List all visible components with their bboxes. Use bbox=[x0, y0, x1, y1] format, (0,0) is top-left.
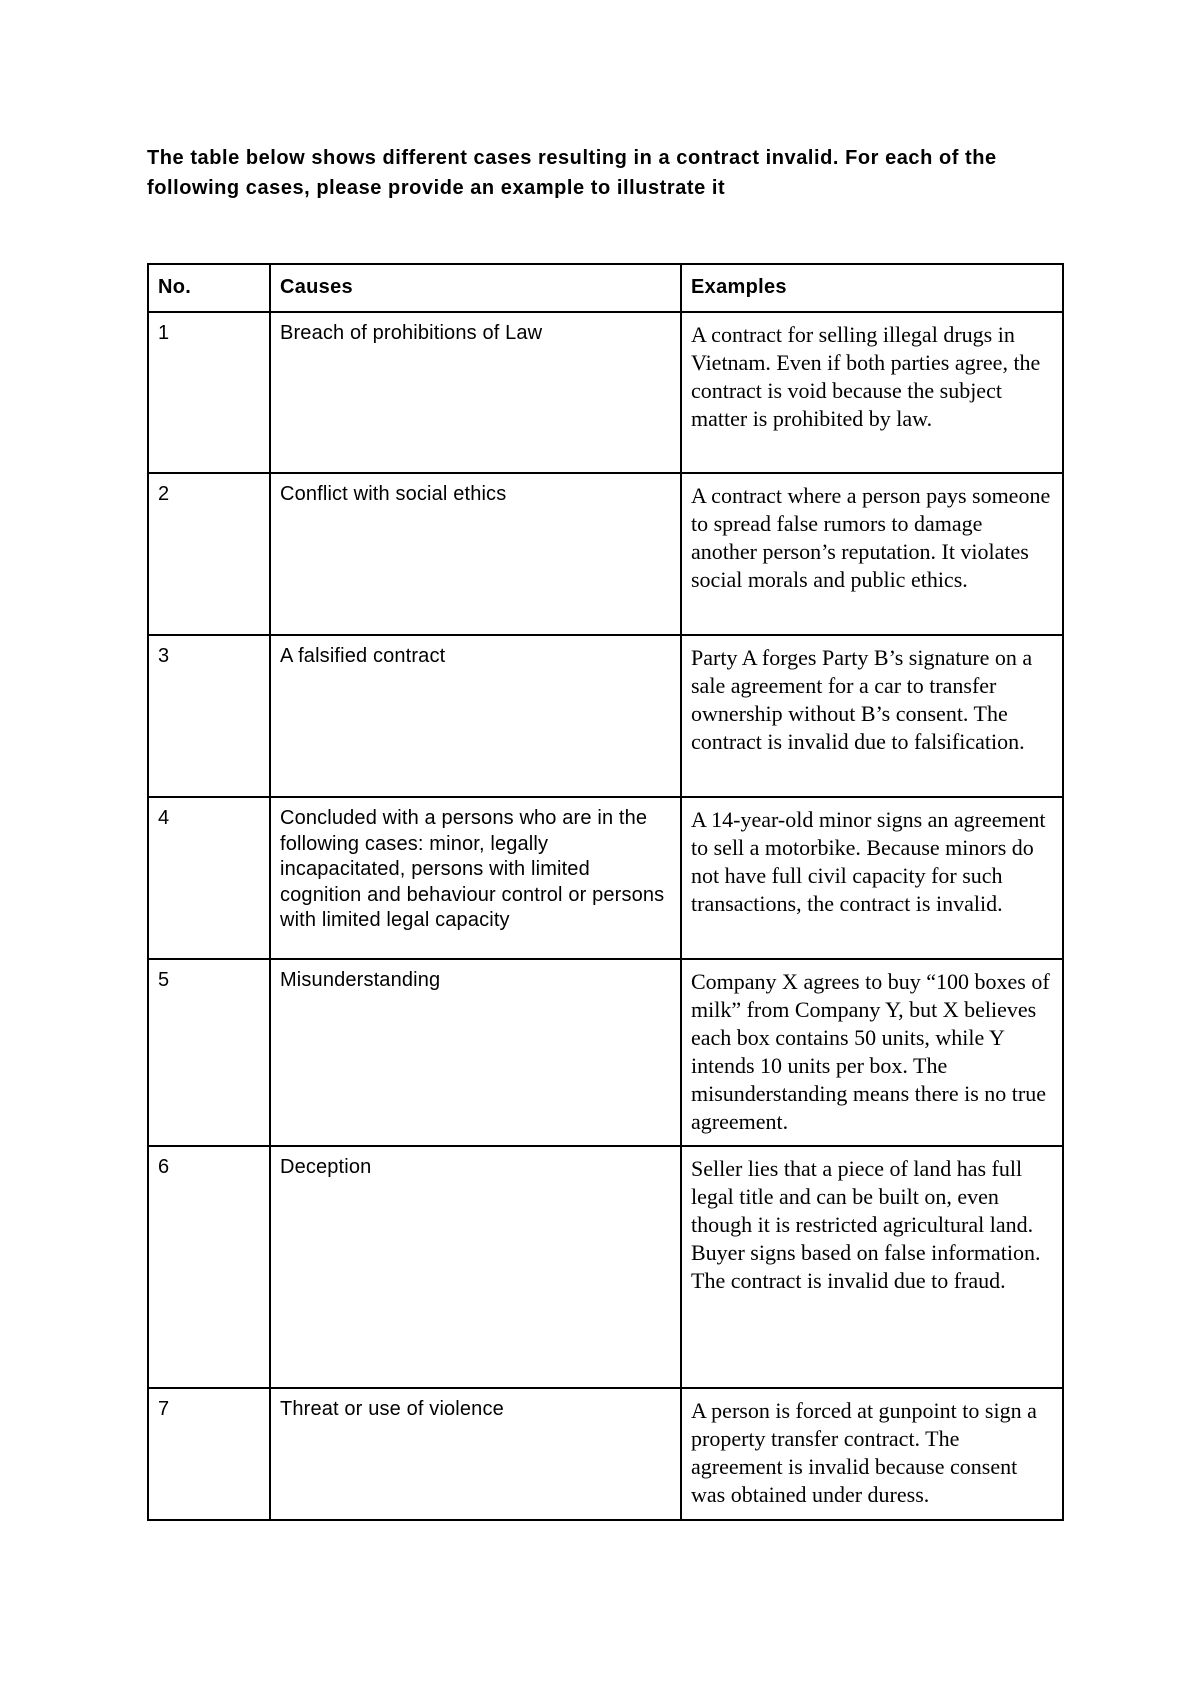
row-example: A 14-year-old minor signs an agreement to sell a motorbike. Because minors do not have full civil capacity for such transactions, the contract is invalid. bbox=[681, 797, 1063, 959]
row-number: 1 bbox=[148, 312, 270, 473]
row-number: 6 bbox=[148, 1146, 270, 1388]
row-example: Company X agrees to buy “100 boxes of milk” from Company Y, but X believes each box contains 50 units, while Y intends 10 units per box. The misunderstanding means there is no true agreement. bbox=[681, 959, 1063, 1146]
row-cause: Concluded with a persons who are in the following cases: minor, legally incapacitated, persons with limited cognition and behaviour control or persons with limited legal capacity bbox=[270, 797, 681, 959]
row-cause: A falsified contract bbox=[270, 635, 681, 797]
header-examples: Examples bbox=[681, 264, 1063, 312]
table-row bbox=[148, 312, 1063, 473]
row-number: 2 bbox=[148, 473, 270, 635]
header-causes: Causes bbox=[270, 264, 681, 312]
table-row bbox=[148, 959, 1063, 1146]
row-cause: Breach of prohibitions of Law bbox=[270, 312, 681, 473]
row-example: Party A forges Party B’s signature on a sale agreement for a car to transfer ownership without B’s consent. The contract is invalid due to falsification. bbox=[681, 635, 1063, 797]
row-example: Seller lies that a piece of land has full legal title and can be built on, even though it is restricted agricultural land. Buyer signs based on false information. The contract is invalid due to fraud. bbox=[681, 1146, 1063, 1388]
assignment-heading: The table below shows different cases resulting in a contract invalid. For each of the following cases, please provide an example to illustrate it bbox=[147, 147, 997, 199]
row-cause: Deception bbox=[270, 1146, 681, 1388]
row-cause: Misunderstanding bbox=[270, 959, 681, 1146]
table-row bbox=[148, 1146, 1063, 1388]
row-example: A person is forced at gunpoint to sign a property transfer contract. The agreement is invalid because consent was obtained under duress. bbox=[681, 1388, 1063, 1520]
table-row bbox=[148, 1388, 1063, 1520]
table-row bbox=[148, 635, 1063, 797]
invalid-contract-cases-table bbox=[147, 263, 1064, 1521]
row-example: A contract where a person pays someone to spread false rumors to damage another person’s reputation. It violates social morals and public ethics. bbox=[681, 473, 1063, 635]
row-cause: Threat or use of violence bbox=[270, 1388, 681, 1520]
header-no: No. bbox=[148, 264, 270, 312]
row-number: 5 bbox=[148, 959, 270, 1146]
row-number: 4 bbox=[148, 797, 270, 959]
table-row bbox=[148, 473, 1063, 635]
table-header-row bbox=[148, 264, 1063, 312]
row-number: 7 bbox=[148, 1388, 270, 1520]
row-example: A contract for selling illegal drugs in Vietnam. Even if both parties agree, the contract is void because the subject matter is prohibited by law. bbox=[681, 312, 1063, 473]
row-number: 3 bbox=[148, 635, 270, 797]
table-row bbox=[148, 797, 1063, 959]
row-cause: Conflict with social ethics bbox=[270, 473, 681, 635]
